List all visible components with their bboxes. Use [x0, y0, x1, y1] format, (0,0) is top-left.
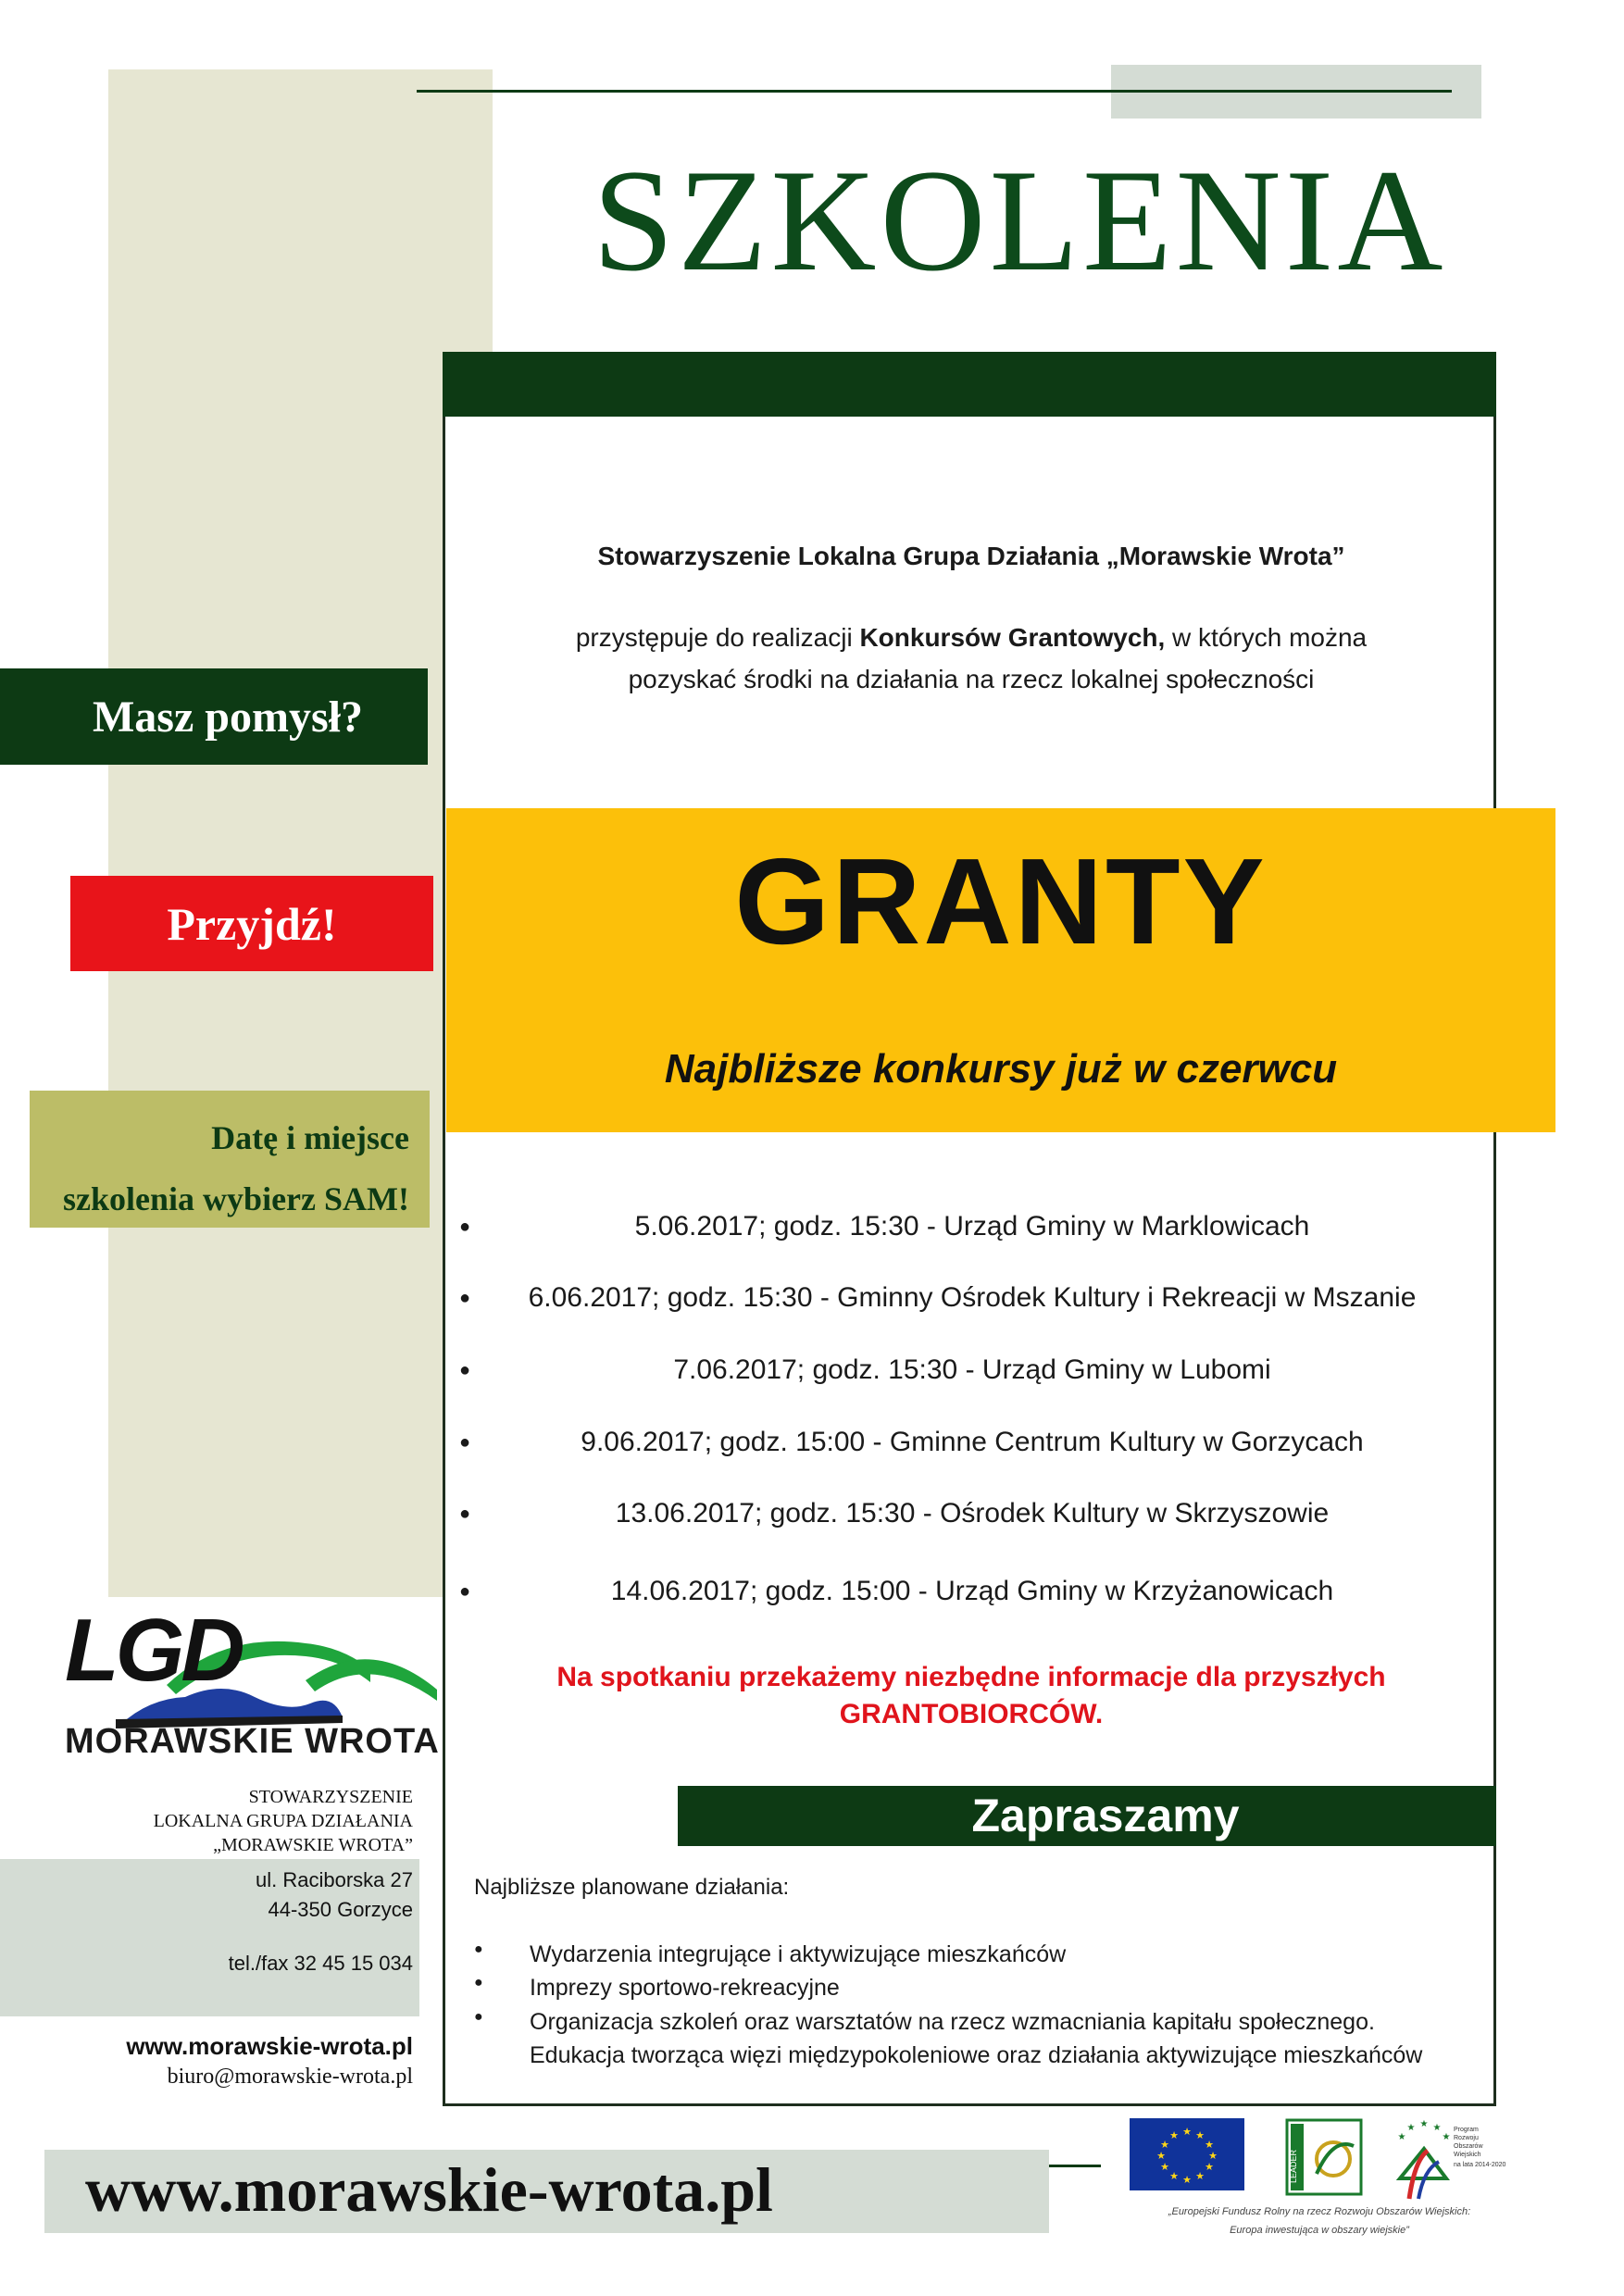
intro-line-1 [444, 623, 1498, 653]
bullet-icon: ● [459, 1360, 471, 1380]
footer-website[interactable]: www.morawskie-wrota.pl [85, 2154, 773, 2225]
svg-text:★: ★ [1160, 2139, 1169, 2151]
address-city: 44-350 Gorzyce [268, 1898, 413, 1921]
schedule-item-text: 7.06.2017; godz. 15:30 - Urząd Gminy w Lubomi [673, 1354, 1271, 1385]
callout-have-idea: Masz pomysł? [0, 668, 428, 765]
bullet-icon: ● [474, 1941, 483, 1957]
svg-text:★: ★ [1195, 2170, 1205, 2182]
planned-item [474, 2009, 1483, 2039]
page-title: SZKOLENIA [593, 140, 1447, 302]
bullet-icon: ● [459, 1432, 471, 1453]
svg-text:★: ★ [1182, 2126, 1192, 2138]
intro-line-1-bold: Konkursów Grantowych, [859, 623, 1166, 652]
svg-text:★: ★ [1419, 2119, 1429, 2129]
prow-label-2: Rozwoju [1454, 2135, 1479, 2141]
planned-item-text: Wydarzenia integrujące i aktywizujące mieszkańców [530, 1941, 1067, 1967]
prow-label-3: Obszarów [1454, 2143, 1483, 2150]
svg-text:★: ★ [1160, 2161, 1169, 2173]
bullet-icon: ● [459, 1504, 471, 1524]
email-link[interactable]: biuro@morawskie-wrota.pl [167, 2065, 413, 2089]
schedule-item [454, 1354, 1491, 1391]
svg-text:★: ★ [1169, 2129, 1179, 2141]
svg-text:★: ★ [1156, 2150, 1166, 2162]
schedule-item [454, 1498, 1491, 1535]
planned-item [474, 1941, 1483, 1971]
svg-text:★: ★ [1442, 2132, 1451, 2142]
svg-text:★: ★ [1397, 2132, 1406, 2142]
svg-text:★: ★ [1208, 2150, 1218, 2162]
leader-label: LEADER [1289, 2149, 1298, 2183]
planned-item-text: Organizacja szkoleń oraz warsztatów na rzecz wzmacniania kapitału społecznego. [530, 2009, 1375, 2035]
website-link[interactable]: www.morawskie-wrota.pl [126, 2032, 413, 2060]
org-line-2: LOKALNA GRUPA DZIAŁANIA [153, 1811, 413, 1831]
logo-abbreviation: LGD [65, 1601, 242, 1700]
bullet-icon: ● [459, 1288, 471, 1308]
granty-subtitle: Najbliższe konkursy już w czerwcu [664, 1046, 1338, 1092]
funding-caption-2: Europa inwestująca w obszary wiejskie” [1230, 2225, 1409, 2236]
intro-organization: Stowarzyszenie Lokalna Grupa Działania „Morawskie Wrota” [597, 542, 1345, 570]
logo-name: MORAWSKIE WROTA [65, 1722, 440, 1761]
schedule-item [454, 1211, 1491, 1248]
bullet-icon: ● [474, 2009, 483, 2025]
svg-text:★: ★ [1195, 2129, 1205, 2141]
notice-line-1: Na spotkaniu przekażemy niezbędne informacje dla przyszłych [556, 1662, 1386, 1692]
notice-line-2: GRANTOBIORCÓW. [839, 1699, 1104, 1729]
planned-item-text: Imprezy sportowo-rekreacyjne [530, 1975, 840, 2001]
schedule-item-text: 6.06.2017; godz. 15:30 - Gminny Ośrodek Kultury i Rekreacji w Mszanie [528, 1282, 1417, 1313]
schedule-item [454, 1576, 1491, 1613]
schedule-item-text: 14.06.2017; godz. 15:00 - Urząd Gminy w Krzyżanowicach [610, 1576, 1334, 1606]
schedule-item-text: 5.06.2017; godz. 15:30 - Urząd Gminy w Marklowicach [634, 1211, 1310, 1242]
address-street: ul. Raciborska 27 [256, 1868, 413, 1891]
intro-line-1-pre: przystępuje do realizacji [575, 623, 860, 652]
bullet-icon: ● [459, 1581, 471, 1602]
main-frame-header-bar [443, 352, 1496, 417]
svg-text:★: ★ [1205, 2161, 1214, 2173]
schedule-item [454, 1282, 1491, 1319]
bullet-icon: ● [474, 1975, 483, 1990]
org-line-1: STOWARZYSZENIE [248, 1787, 413, 1807]
eu-flag-icon [1130, 2118, 1244, 2190]
callout-choose-date [30, 1091, 430, 1228]
top-rule [417, 90, 1452, 93]
prow-label-1: Program [1454, 2127, 1479, 2133]
planned-item-continuation-text: Edukacja tworząca więzi międzypokoleniowe oraz działania aktywizujące mieszkańców [530, 2042, 1423, 2068]
svg-text:★: ★ [1169, 2170, 1179, 2182]
svg-text:★: ★ [1205, 2139, 1214, 2151]
schedule-item [454, 1427, 1491, 1464]
svg-text:★: ★ [1182, 2174, 1192, 2186]
bottom-rule [1049, 2165, 1101, 2167]
schedule-item-text: 9.06.2017; godz. 15:00 - Gminne Centrum Kultury w Gorzycach [581, 1427, 1364, 1457]
prow-label-5: na lata 2014-2020 [1454, 2162, 1506, 2168]
bullet-icon: ● [459, 1217, 471, 1237]
callout-choose-line1: Datę i miejsce [211, 1119, 409, 1156]
address-phone: tel./fax 32 45 15 034 [228, 1952, 413, 1975]
granty-title: GRANTY [734, 833, 1268, 969]
funding-caption-1: „Europejski Fundusz Rolny na rzecz Rozwoju Obszarów Wiejskich: [1168, 2206, 1471, 2217]
invite-bar: Zapraszamy [678, 1786, 1496, 1846]
callout-choose-line2: szkolenia wybierz SAM! [63, 1180, 409, 1217]
org-line-3: „MORAWSKIE WROTA” [213, 1835, 413, 1855]
callout-come: Przyjdź! [70, 876, 433, 971]
intro-line-2: pozyskać środki na działania na rzecz lokalnej społeczności [628, 665, 1315, 693]
intro-line-1-post: w których można [1165, 623, 1368, 652]
prow-label-4: Wiejskich [1454, 2152, 1481, 2158]
planned-heading: Najbliższe planowane działania: [474, 1875, 790, 1900]
svg-text:★: ★ [1432, 2123, 1442, 2133]
beige-side-panel [108, 69, 493, 1597]
svg-text:★: ★ [1406, 2123, 1416, 2133]
planned-item [474, 1975, 1483, 2004]
schedule-item-text: 13.06.2017; godz. 15:30 - Ośrodek Kultury w Skrzyszowie [615, 1498, 1330, 1529]
planned-item-continuation [474, 2042, 1483, 2072]
